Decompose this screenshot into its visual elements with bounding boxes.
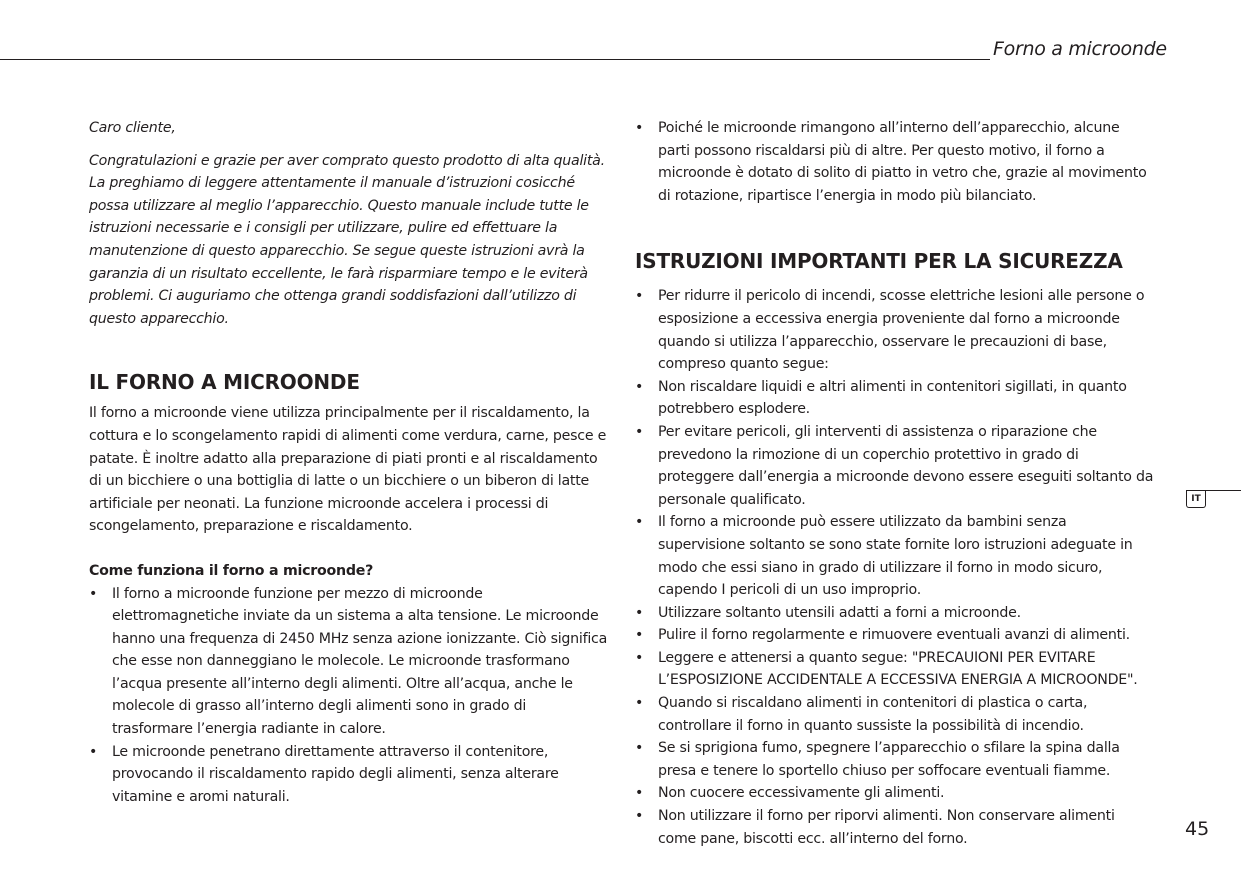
how-it-works-list	[89, 583, 609, 809]
bullet-icon: •	[635, 288, 644, 305]
section-heading-safety: ISTRUZIONI IMPORTANTI PER LA SICUREZZA	[635, 249, 1123, 274]
list-item-text: Utilizzare soltanto utensili adatti a forni a microonde.	[658, 604, 1021, 621]
language-tab: IT	[1186, 491, 1206, 508]
continued-list	[635, 117, 1155, 207]
bullet-icon: •	[635, 378, 644, 395]
bullet-icon: •	[635, 785, 644, 802]
bullet-icon: •	[89, 743, 98, 760]
list-item	[635, 692, 1155, 737]
list-item-text: Se si sprigiona fumo, spegnere l’apparecchio o sfilare la spina dalla presa e tenere lo sportello chiuso per soffocare eventuali fiamme.	[658, 740, 1120, 779]
header-rule	[0, 59, 990, 60]
list-item-text: Per ridurre il pericolo di incendi, scosse elettriche lesioni alle persone o esposizione a eccessiva energia proveniente dal forno a microonde quando si utilizza l’apparecchio, osservare le precauzioni di base, compreso quanto segue:	[658, 288, 1145, 373]
safety-list	[635, 285, 1155, 850]
bullet-icon: •	[635, 423, 644, 440]
header-title: Forno a microonde	[993, 38, 1167, 60]
list-item	[635, 285, 1155, 375]
intro-paragraph: Congratulazioni e grazie per aver comprato questo prodotto di alta qualità. La preghiamo di leggere attentamente il manuale d’istruzioni cosicché possa utilizzare al meglio l’apparecchio. Questo manuale include tutte le istruzioni necessarie e i consigli per utilizzare, pulire ed effettuare la manutenzione di questo apparecchio. Se segue queste istruzioni avrà la garanzia di un risultato eccellente, le farà risparmiare tempo e le eviterà problemi. Ci auguriamo che ottenga grandi soddisfazioni dall’utilizzo di questo apparecchio.	[89, 152, 605, 327]
list-item-text: Leggere e attenersi a quanto segue: "PRECAUIONI PER EVITARE L’ESPOSIZIONE ACCIDENTALE A ECCESSIVA ENERGIA A MICROONDE".	[658, 649, 1138, 689]
subheading-how-it-works: Come funziona il forno a microonde?	[89, 562, 374, 579]
list-item-text: Poiché le microonde rimangono all’interno dell’apparecchio, alcune parti possono riscaldarsi più di altre. Per questo motivo, il forno a microonde è dotato di solito di piatto in vetro che, grazie al movimento di rotazione, ripartisce l’energia in modo più bilanciato.	[658, 120, 1147, 204]
list-item	[635, 511, 1155, 601]
list-item-text: Pulire il forno regolarmente e rimuovere eventuali avanzi di alimenti.	[658, 627, 1130, 644]
right-column	[635, 117, 1155, 850]
bullet-icon: •	[635, 120, 644, 136]
list-item	[635, 376, 1155, 421]
salutation: Caro cliente,	[89, 120, 176, 136]
list-item	[635, 602, 1155, 625]
list-item	[89, 741, 609, 809]
bullet-icon: •	[635, 649, 644, 666]
bullet-icon: •	[635, 514, 644, 531]
list-item	[635, 647, 1155, 692]
list-item	[635, 782, 1155, 805]
left-column	[89, 117, 609, 808]
list-item-text: Non cuocere eccessivamente gli alimenti.	[658, 785, 945, 802]
page-number: 45	[1185, 818, 1210, 840]
list-item-text: Le microonde penetrano direttamente attraverso il contenitore, provocando il riscaldamento rapido degli alimenti, senza alterare vitamine e aromi naturali.	[112, 743, 559, 805]
list-item	[89, 583, 609, 741]
list-item	[635, 737, 1155, 782]
section-heading-microwave: IL FORNO A MICROONDE	[89, 370, 360, 395]
bullet-icon: •	[635, 695, 644, 712]
list-item-text: Non riscaldare liquidi e altri alimenti in contenitori sigillati, in quanto potrebbero esplodere.	[658, 378, 1127, 418]
list-item	[635, 421, 1155, 511]
bullet-icon: •	[89, 585, 98, 602]
bullet-icon: •	[635, 627, 644, 644]
list-item-text: Il forno a microonde funzione per mezzo di microonde elettromagnetiche inviate da un sistema a alta tensione. Le microonde hanno una frequenza di 2450 MHz senza azione ionizzante. Ciò significa che esse non danneggiano le molecole. Le microonde trasformano l’acqua presente all’interno degli alimenti. Oltre all’acqua, anche le molecole di grasso all’interno degli alimenti sono in grado di trasformare l’energia radiante in calore.	[112, 585, 608, 738]
list-item	[635, 117, 1155, 207]
list-item	[635, 805, 1155, 850]
list-item-text: Il forno a microonde può essere utilizzato da bambini senza supervisione soltanto se sono state fornite loro istruzioni adeguate in modo che essi siano in grado di utilizzare il forno in modo sicuro, capendo I pericoli di un uso improprio.	[658, 514, 1133, 599]
bullet-icon: •	[635, 604, 644, 621]
bullet-icon: •	[635, 740, 644, 757]
list-item-text: Per evitare pericoli, gli interventi di assistenza o riparazione che prevedono la rimozione di un coperchio protettivo in grado di proteggere dall’energia a microonde devono essere eseguiti soltanto da personale qualificato.	[658, 423, 1154, 508]
list-item-text: Non utilizzare il forno per riporvi alimenti. Non conservare alimenti come pane, biscotti ecc. all’interno del forno.	[658, 808, 1115, 847]
section-body-microwave: Il forno a microonde viene utilizza principalmente per il riscaldamento, la cottura e lo scongelamento rapidi di alimenti come verdura, carne, pesce e patate. È inoltre adatto alla preparazione di piati pronti e al riscaldamento di un bicchiere o una bottiglia di latte o un bicchiere o un biberon di latte artificiale per neonati. La funzione microonde accelera i processi di scongelamento, preparazione e riscaldamento.	[89, 405, 607, 535]
bullet-icon: •	[635, 808, 644, 825]
list-item-text: Quando si riscaldano alimenti in contenitori di plastica o carta, controllare il forno in quanto sussiste la possibilità di incendio.	[658, 695, 1088, 734]
list-item	[635, 624, 1155, 647]
